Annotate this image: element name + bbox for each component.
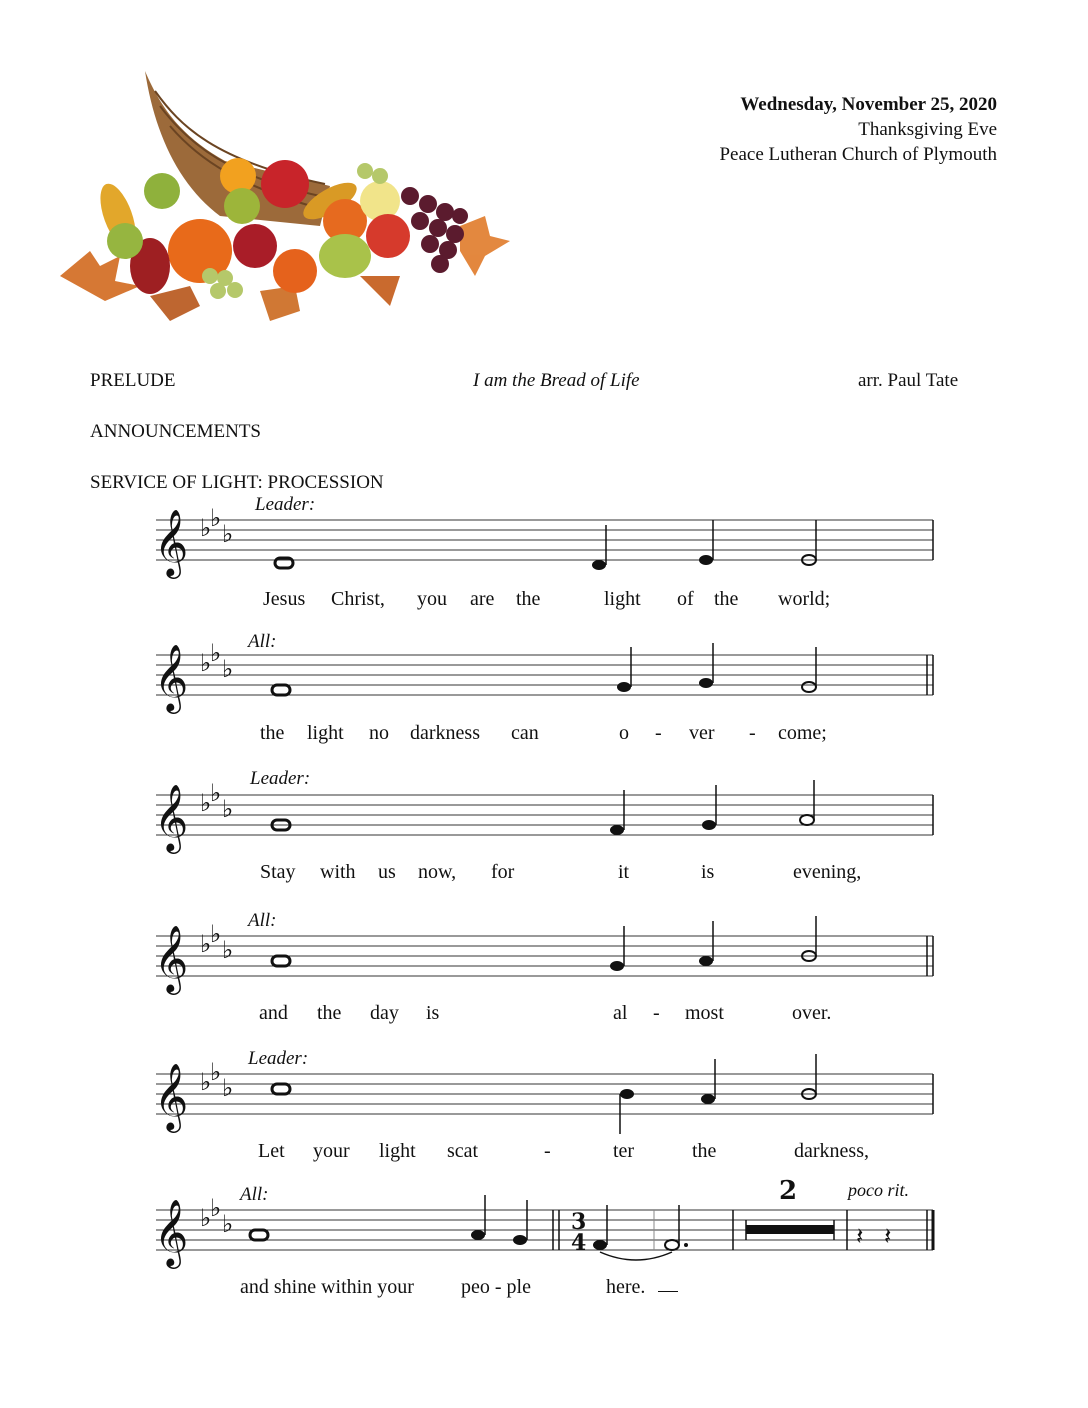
quarter-note bbox=[610, 961, 624, 971]
lyric-syllable: light bbox=[604, 588, 641, 610]
bulletin-header bbox=[719, 92, 997, 167]
breve-note bbox=[272, 956, 290, 966]
lyrics-line-4 bbox=[148, 1002, 938, 1030]
lyrics-line-1 bbox=[148, 588, 938, 616]
lyric-syllable: no bbox=[369, 722, 389, 744]
lyric-syllable: of bbox=[677, 588, 694, 610]
breve-note bbox=[250, 1230, 268, 1240]
lyric-syllable: the bbox=[516, 588, 541, 610]
quarter-note bbox=[617, 682, 631, 692]
tempo-marking: poco rit. bbox=[848, 1180, 909, 1200]
time-signature-bottom: 4 bbox=[571, 1230, 587, 1256]
lyric-syllable: for bbox=[491, 861, 515, 883]
lyric-syllable: o bbox=[619, 722, 629, 744]
quarter-note bbox=[699, 678, 713, 688]
quarter-note bbox=[471, 1230, 485, 1240]
lyric-syllable: Let bbox=[258, 1140, 285, 1162]
breve-note bbox=[275, 558, 293, 568]
lyric-syllable: the bbox=[317, 1002, 342, 1024]
lyric-syllable: here. bbox=[606, 1276, 646, 1298]
role-label-leader: Leader: bbox=[250, 768, 311, 789]
announcements-label: ANNOUNCEMENTS bbox=[90, 421, 261, 442]
quarter-note bbox=[702, 820, 716, 830]
time-signature-top: 3 bbox=[571, 1209, 587, 1235]
lyric-syllable: Stay bbox=[260, 861, 296, 883]
melisma-extender bbox=[658, 1291, 678, 1292]
lyric-syllable: your bbox=[313, 1140, 350, 1162]
lyric-syllable: evening, bbox=[793, 861, 862, 883]
lyric-syllable: you bbox=[417, 588, 447, 610]
tie bbox=[600, 1252, 672, 1260]
quarter-note bbox=[592, 560, 606, 570]
quarter-note bbox=[699, 956, 713, 966]
role-label-all: All: bbox=[248, 910, 277, 931]
lyrics-line-6 bbox=[148, 1276, 938, 1304]
lyric-syllable: day bbox=[370, 1002, 399, 1024]
prelude-title: I am the Bread of Life bbox=[473, 370, 640, 391]
role-label-all: All: bbox=[248, 631, 277, 652]
role-label-all: All: bbox=[240, 1184, 269, 1205]
quarter-rest: 𝄽 bbox=[884, 1222, 892, 1250]
multirest-bar bbox=[746, 1225, 834, 1234]
lyric-syllable: the bbox=[260, 722, 285, 744]
lyric-syllable: the bbox=[692, 1140, 717, 1162]
lyric-syllable: Christ, bbox=[331, 588, 385, 610]
lyric-syllable: can bbox=[511, 722, 539, 744]
quarter-note bbox=[513, 1235, 527, 1245]
prelude-arranger: arr. Paul Tate bbox=[858, 370, 959, 391]
lyrics-line-2 bbox=[148, 722, 938, 750]
lyric-syllable: - bbox=[749, 722, 756, 744]
quarter-note bbox=[699, 555, 713, 565]
quarter-note bbox=[610, 825, 624, 835]
lyric-syllable: and shine within your bbox=[240, 1276, 414, 1298]
lyric-syllable: world; bbox=[778, 588, 831, 610]
lyric-syllable: over. bbox=[792, 1002, 832, 1024]
lyric-syllable: most bbox=[685, 1002, 724, 1024]
lyric-syllable: are bbox=[470, 588, 495, 610]
lyric-syllable: come; bbox=[778, 722, 827, 744]
quarter-rest: 𝄽 bbox=[856, 1222, 864, 1250]
breve-note bbox=[272, 1084, 290, 1094]
lyric-syllable: light bbox=[379, 1140, 416, 1162]
lyric-syllable: and bbox=[259, 1002, 288, 1024]
lyric-syllable: darkness, bbox=[794, 1140, 869, 1162]
dotted-half-note bbox=[665, 1240, 679, 1250]
service-of-light-label: SERVICE OF LIGHT: PROCESSION bbox=[90, 472, 384, 493]
lyric-syllable: - bbox=[655, 722, 662, 744]
lyric-syllable: - bbox=[544, 1140, 551, 1162]
breve-note bbox=[272, 685, 290, 695]
lyric-syllable: light bbox=[307, 722, 344, 744]
role-label-leader: Leader: bbox=[248, 1048, 309, 1069]
lyric-syllable: with bbox=[320, 861, 356, 883]
lyric-syllable: peo - ple bbox=[461, 1276, 531, 1298]
lyric-syllable: is bbox=[701, 861, 715, 883]
multirest-count: 2 bbox=[779, 1176, 798, 1206]
prelude-label: PRELUDE bbox=[90, 370, 176, 391]
cornucopia-illustration bbox=[50, 66, 510, 322]
quarter-note bbox=[701, 1094, 715, 1104]
quarter-note bbox=[593, 1240, 607, 1250]
lyric-syllable: Jesus bbox=[263, 588, 306, 610]
church-name: Peace Lutheran Church of Plymouth bbox=[719, 144, 997, 165]
lyric-syllable: the bbox=[714, 588, 739, 610]
lyrics-line-5 bbox=[148, 1140, 938, 1168]
lyrics-line-3 bbox=[148, 861, 938, 889]
lyric-syllable: - bbox=[653, 1002, 660, 1024]
quarter-note bbox=[620, 1089, 634, 1099]
lyric-syllable: ver bbox=[689, 722, 715, 744]
half-note bbox=[800, 815, 814, 825]
lyric-syllable: ter bbox=[613, 1140, 635, 1162]
lyric-syllable: is bbox=[426, 1002, 440, 1024]
service-date: Wednesday, November 25, 2020 bbox=[740, 94, 997, 115]
lyric-syllable: scat bbox=[447, 1140, 479, 1162]
half-note bbox=[802, 682, 816, 692]
lyric-syllable: it bbox=[618, 861, 630, 883]
lyric-syllable: us bbox=[378, 861, 396, 883]
lyric-syllable: darkness bbox=[410, 722, 480, 744]
lyric-syllable: al bbox=[613, 1002, 628, 1024]
role-label-leader: Leader: bbox=[255, 494, 316, 515]
lyric-syllable: now, bbox=[418, 861, 457, 883]
service-occasion: Thanksgiving Eve bbox=[858, 119, 997, 140]
